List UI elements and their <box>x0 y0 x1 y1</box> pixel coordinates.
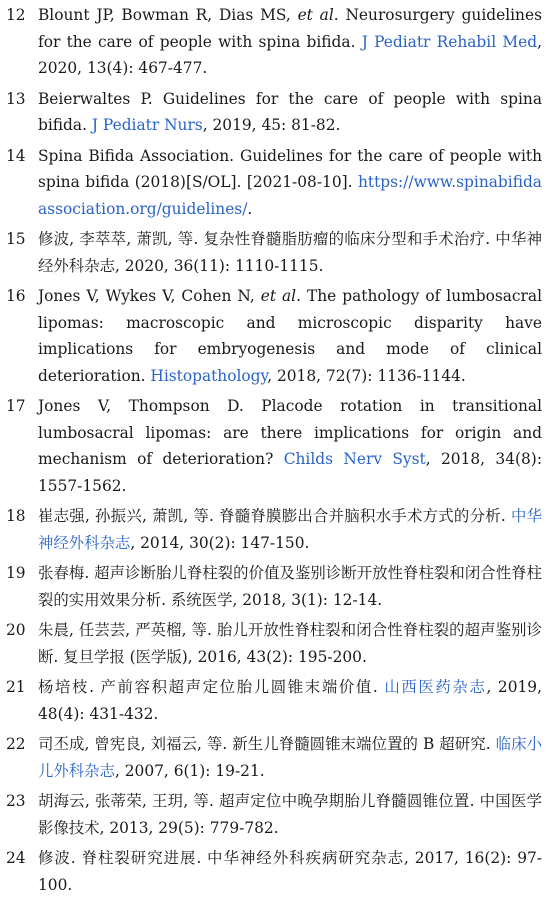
reference-text: 朱晨, 任芸芸, 严英榴, 等. 胎儿开放性脊柱裂和闭合性脊柱裂的超声鉴别诊断. 复旦学报 (医学版), 2016, 43(2): 195-200. <box>38 621 542 666</box>
reference-item-13 <box>0 86 550 139</box>
ref-et-al: et al <box>297 6 334 24</box>
reference-number: 13 <box>6 89 26 108</box>
reference-item-20 <box>0 617 550 670</box>
reference-number: 16 <box>6 287 26 305</box>
journal-link[interactable]: 临床小儿外科杂志 <box>38 735 542 780</box>
ref-citation: , 2018, 34(8): 1557-1562. <box>38 450 542 495</box>
reference-number: 21 <box>6 678 26 696</box>
ref-et-al: et al <box>260 287 297 305</box>
reference-item-17 <box>0 393 550 499</box>
reference-item-12 <box>0 2 550 82</box>
reference-item-22 <box>0 731 550 784</box>
reference-number: 22 <box>6 735 26 753</box>
ref-title: 崔志强, 孙振兴, 萧凯, 等. 脊髓脊膜膨出合并脑积水手术方式的分析. <box>38 507 511 525</box>
reference-text <box>38 507 542 552</box>
url-link[interactable]: https://www.spinabifidaassociation.org/guidelines/ <box>38 173 542 218</box>
ref-title: . The pathology of lumbosacral lipomas: macroscopic and microscopic disparity have implications for embryogenesis and mode of clinical deterioration. <box>38 287 542 385</box>
reference-item-14 <box>0 143 550 223</box>
reference-text <box>38 6 542 77</box>
reference-text <box>38 397 542 495</box>
ref-citation: , 2018, 72(7): 1136-1144. <box>267 366 466 385</box>
ref-authors: Blount JP, Bowman R, Dias MS, <box>38 6 298 24</box>
ref-title: 司丕成, 曾宪良, 刘福云, 等. 新生儿脊髓圆锥末端位置的 B 超研究. <box>38 735 496 753</box>
reference-number: 23 <box>6 792 26 810</box>
ref-citation: . <box>247 199 253 218</box>
reference-item-18 <box>0 503 550 556</box>
reference-number: 17 <box>6 397 26 415</box>
reference-item-23 <box>0 788 550 841</box>
reference-item-24 <box>0 845 550 898</box>
ref-title: . Neurosurgery guidelines for the care of people with spina bifida. <box>38 6 542 51</box>
ref-title: 杨培枝. 产前容积超声定位胎儿圆锥末端价值. <box>38 678 385 696</box>
reference-item-15 <box>0 226 550 279</box>
reference-number: 19 <box>6 564 26 582</box>
reference-text: 修波. 脊柱裂研究进展. 中华神经外科疾病研究杂志, 2017, 16(2): 97-100. <box>38 849 542 894</box>
reference-number: 20 <box>6 621 26 639</box>
reference-number: 18 <box>6 507 26 525</box>
reference-item-21 <box>0 674 550 727</box>
reference-text <box>38 287 542 385</box>
journal-link[interactable]: J Pediatr Nurs <box>91 116 203 134</box>
reference-number: 24 <box>6 849 26 867</box>
reference-text: 修波, 李萃萃, 萧凯, 等. 复杂性脊髓脂肪瘤的临床分型和手术治疗. 中华神经外科杂志, 2020, 36(11): 1110-1115. <box>38 230 542 275</box>
reference-number: 15 <box>6 230 26 248</box>
journal-link[interactable]: Childs Nerv Syst <box>283 450 426 468</box>
reference-item-16 <box>0 283 550 389</box>
reference-text <box>38 678 542 723</box>
reference-text: 胡海云, 张蒂荣, 王玥, 等. 超声定位中晚孕期胎儿脊髓圆锥位置. 中国医学影像技术, 2013, 29(5): 779-782. <box>38 792 542 837</box>
reference-text <box>38 735 542 780</box>
ref-title: Beierwaltes P. Guidelines for the care of people with spina bifida. <box>38 89 542 134</box>
journal-link[interactable]: J Pediatr Rehabil Med <box>361 32 538 51</box>
ref-citation: , 2007, 6(1): 19-21. <box>114 761 265 780</box>
reference-number: 14 <box>6 146 26 165</box>
journal-link[interactable]: Histopathology <box>150 366 268 385</box>
reference-text: 张春梅. 超声诊断胎儿脊柱裂的价值及鉴别诊断开放性脊柱裂和闭合性脊柱裂的实用效果分析. 系统医学, 2018, 3(1): 12-14. <box>38 564 542 609</box>
reference-number: 12 <box>6 6 26 24</box>
journal-link[interactable]: 中华神经外科杂志 <box>38 507 542 552</box>
journal-link[interactable]: 山西医药杂志 <box>384 678 487 696</box>
ref-title: Jones V, Thompson D. Placode rotation in transitional lumbosacral lipomas: are there implications for origin and mechanism of deterioration? <box>38 397 542 468</box>
ref-citation: , 2019, 48(4): 431-432. <box>38 678 542 723</box>
ref-authors: Jones V, Wykes V, Cohen N, <box>38 287 261 305</box>
ref-citation: , 2019, 45: 81-82. <box>202 116 341 134</box>
reference-item-19 <box>0 560 550 613</box>
ref-title: Spina Bifida Association. Guidelines for the care of people with spina bifida (2018)[S/OL]. [2021-08-10]. <box>38 146 542 191</box>
reference-text <box>38 90 542 135</box>
ref-citation: , 2014, 30(2): 147-150. <box>130 533 310 552</box>
ref-citation: , 2020, 13(4): 467-477. <box>38 32 542 77</box>
